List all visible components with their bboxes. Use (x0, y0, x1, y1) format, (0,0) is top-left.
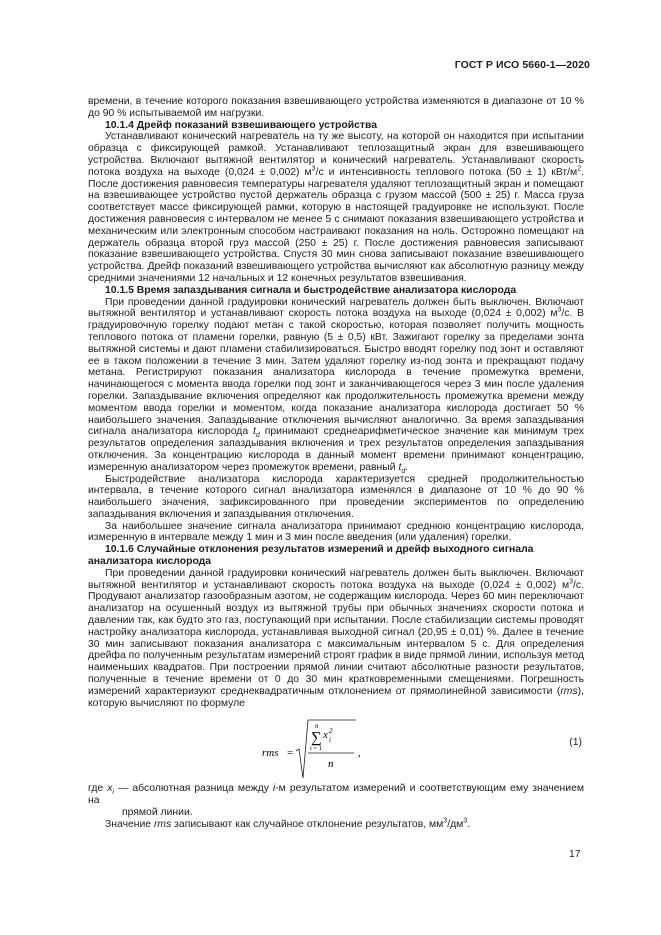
page-number: 17 (569, 849, 581, 860)
paragraph-random-deviation: При проведении данной градуировки конический нагреватель должен быть выключен. Включают вытяжной вентилятор и устанавливают скорость потока воздуха на выходе (0,024 ± 0,002) $м^3/с$. Продувают анализатор газообразным азотом, не содержащим кислорода. Через 60 мин переключают анализатор на осушенный воздух из вытяжной трубы при обычных значениях скорости потока и давлении так, как будто это газ, поступающий при испытании. После стабилизации системы проводят настройку анализатора кислорода, устанавливая выходной сигнал (20,95 ± 0,01) %. Далее в течение 30 мин записывают показания анализатора с максимальным интервалом 5 с. Для определения дрейфа по полученным результатам измерений строят график в виде прямой линии, используя метод наименьших квадратов. При построении прямой линии считают абсолютные разности результатов, полученные в течение времени от 0 до 30 мин кратковременными смещениями. Погрешность измерений характеризуют среднеквадратичным отклонением от прямолинейной зависимости (rms), которую вычисляют по формуле (88, 567, 584, 709)
section-heading-10-1-6: 10.1.6 Случайные отклонения результатов измерений и дрейф выходного сигнала анализатора кислорода (88, 544, 534, 568)
standard-header: ГОСТ Р ИСО 5660-1—2020 (454, 59, 590, 71)
formula-lhs: rms (262, 747, 279, 760)
where-clause: где $x_i$ — абсолютная разница между i-м результатом измерений и соответствующим ему значением на (88, 783, 585, 807)
section-heading-10-1-4: 10.1.4 Дрейф показаний взвешивающего устройства (105, 119, 378, 131)
sum-symbol: ∑ (311, 730, 322, 747)
paragraph-max-signal: За наибольшее значение сигнала анализатора принимают среднюю концентрацию кислорода, измеренную в интервале между 1 мин и 3 мин после введения (или удаления) горелки. (88, 520, 584, 544)
sum-upper-limit: n (315, 722, 319, 731)
formula-rms-expression (262, 717, 462, 781)
sum-lower-limit: i = 1 (310, 745, 322, 753)
formula-x-sub: i (329, 736, 331, 745)
paragraph-rms-record: Значение rms записывают как случайное отклонение результатов, $мм^3/дм^3$. (105, 817, 471, 830)
formula-equals: = (287, 747, 294, 760)
paragraph-continuation: времени, в течение которого показания взвешивающего устройства изменяются в диапазоне от 10 % до 90 % испытываемой им нагрузки. (88, 96, 584, 119)
paragraph-response-speed: Быстродействие анализатора кислорода характеризуется средней продолжительностью интервала, в течение которого сигнал анализатора изменялся в диапазоне от 10 % до 90 % наибольшего значения, зафиксированного при проведении экспериментов по определению запаздывания включения и запаздывания отключения. (88, 473, 584, 520)
where-clause-continuation: прямой линии. (122, 807, 193, 819)
paragraph-weighing-drift: Устанавливают конический нагреватель на ту же высоту, на которой он находится при испытании образца с фиксирующей рамкой. Устанавливают теплозащитный экран для взвешивающего устройства. Включают вытяжной вентилятор и конический нагреватель. Устанавливают скорость потока воздуха на выходе (0,024 ± 0,002) $м^3/с$ и интенсивность теплового потока (50 ± 1) кВт/$м^2$. После достижения равновесия температуры нагревателя удаляют теплозащитный экран и помещают на взвешивающее устройство пустой держатель образца с грузом массой (500 ± 25) г. Масса груза соответствует массе фиксирующей рамки, которую в настоящей градуировке не используют. После достижения равновесия с интервалом не менее 5 с снимают показания взвешивающего устройства и механическим или электронным способом настраивают показания на ноль. Осторожно помещают на держатель образца второй груз массой (250 ± 25) г. После достижения равновесия записывают показание взвешивающего устройства. Спустя 30 мин снова записывают показание взвешивающего устройства. Дрейф показаний взвешивающего устройства вычисляют как абсолютную разницу между средними значениями 12 начальных и 12 конечных результатов взвешивания. (88, 131, 584, 284)
formula-x: x (323, 729, 328, 742)
formula-denominator: n (328, 758, 334, 771)
formula-comma: , (358, 747, 361, 760)
formula-rms (88, 713, 584, 783)
formula-number: (1) (569, 737, 582, 749)
formula-x-sup: 2 (329, 727, 333, 736)
section-heading-10-1-5: 10.1.5 Время запаздывания сигнала и быстродействие анализатора кислорода (105, 284, 517, 296)
document-body (88, 96, 584, 831)
paragraph-delay-time: При проведении данной градуировки конический нагреватель должен быть выключен. Включают вытяжной вентилятор и устанавливают скорость потока воздуха на выходе (0,024 ± 0,002) $м^3/с$. В градуировочную горелку подают метан с такой скоростью, которая позволяет получить мощность теплового потока от пламени горелки, равную (5 ± 0,5) кВт. Зажигают горелку за пределами зонта вытяжной системы и дают пламени стабилизироваться. Быстро вводят горелку под зонт и оставляют ее в таком положении в течение 3 мин. Затем удаляют горелку из-под зонта и прекращают подачу метана. Регистрируют показания анализатора кислорода в течение промежутка времени, начинающегося с момента ввода горелки под зонт и заканчивающегося через 3 мин после удаления горелки. Запаздывание включения определяют как продолжительность промежутка времени между моментом ввода горелки и моментом, когда показание анализатора кислорода достигает 50 % наибольшего значения. Запаздывание отключения вычисляют аналогично. За время запаздывания сигнала анализатора кислорода $t_d$ принимают среднеарифметическое значение как минимум трех результатов определения запаздывания включения и трех результатов определения запаздывания отключения. За концентрацию кислорода в данный момент времени принимают концентрацию, измеренную анализатором через промежуток времени, равный $t_d$. (88, 296, 584, 475)
